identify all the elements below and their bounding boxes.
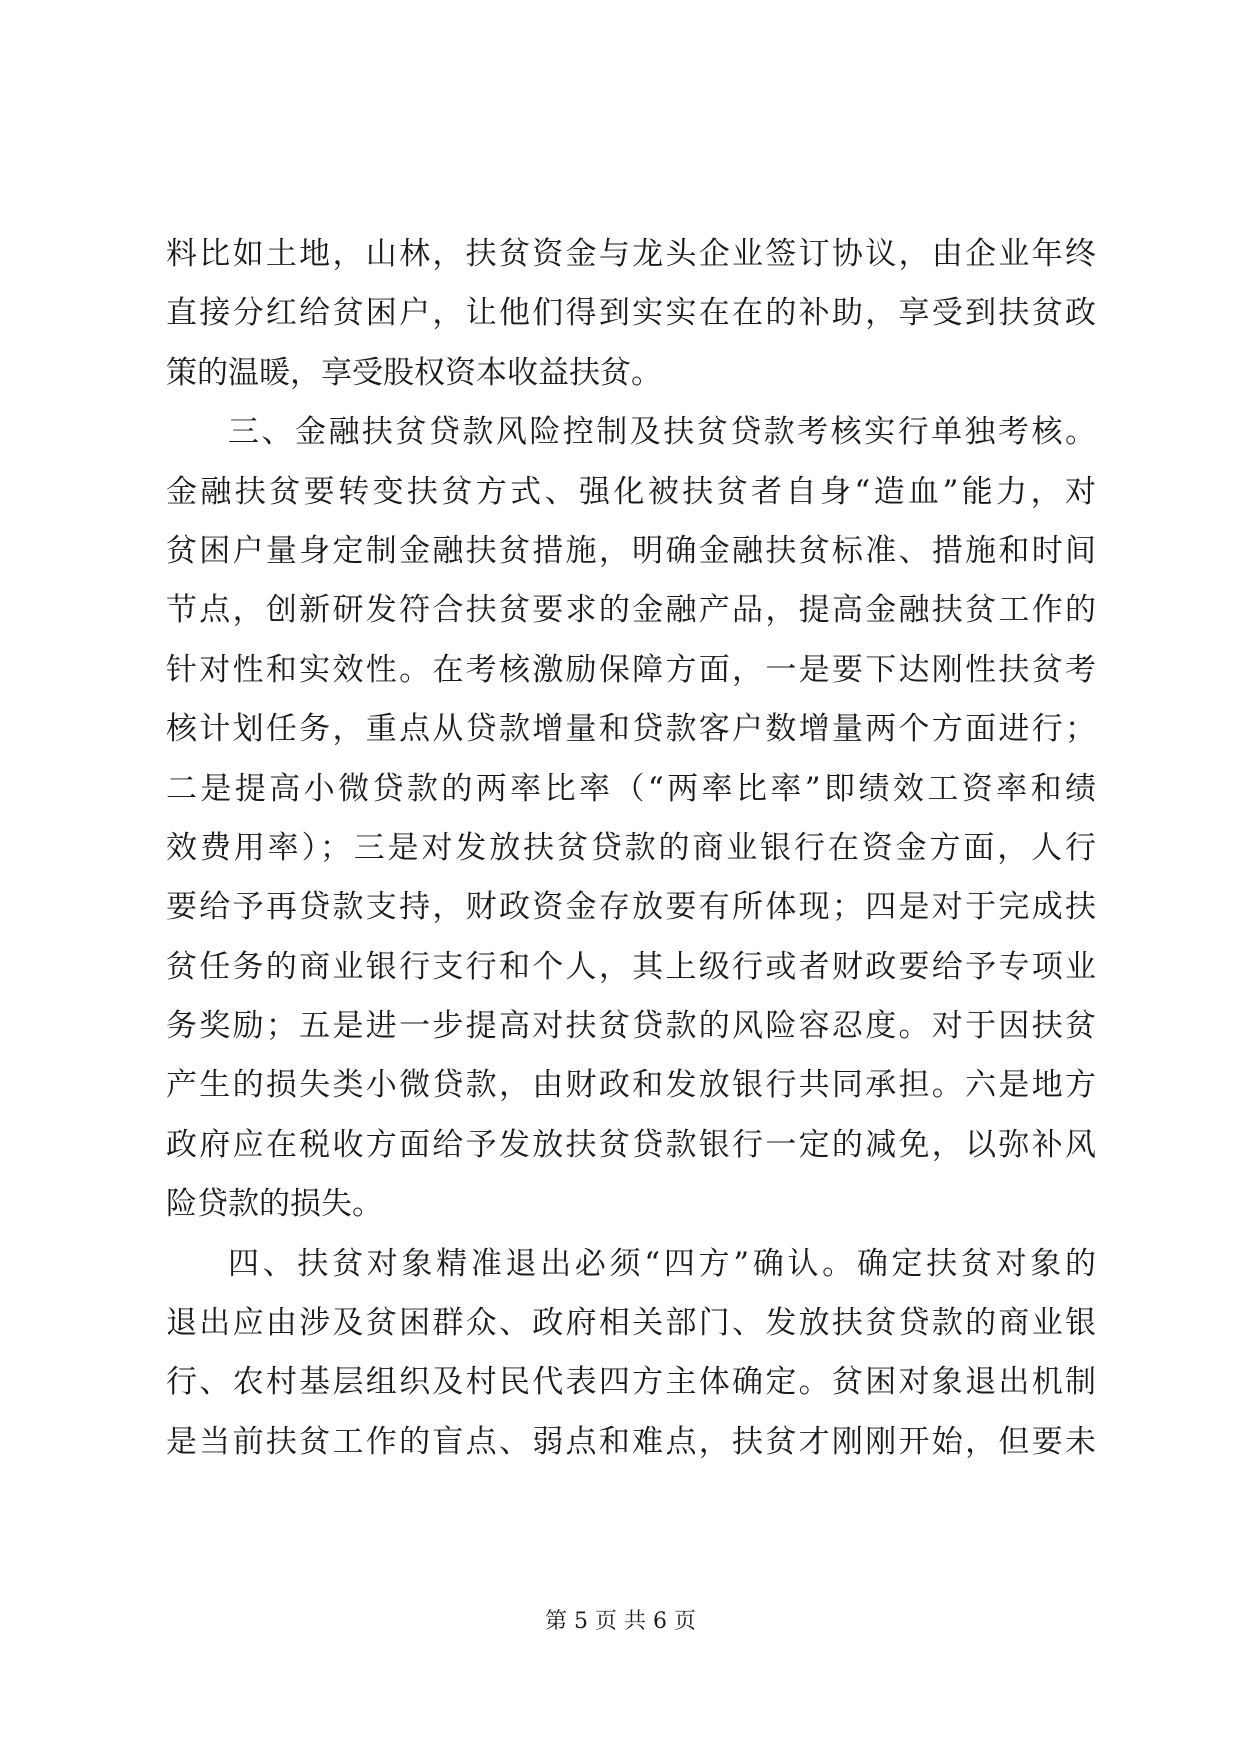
page-number-footer: 第 5 页 共 6 页 — [545, 1609, 696, 1634]
text-line: 贫任务的商业银行支行和个人，其上级行或者财政要给予专项业 — [166, 948, 1096, 985]
text-line: 直接分红给贫困户，让他们得到实实在在的补助，享受到扶贫政 — [166, 295, 1096, 332]
text-line: 政府应在税收方面给予发放扶贫贷款银行一定的减免，以弥补风 — [166, 1126, 1096, 1163]
text-line: 核计划任务，重点从贷款增量和贷款客户数增量两个方面进行； — [166, 711, 1096, 748]
text-line: 险贷款的损失。 — [166, 1186, 383, 1223]
text-line: 节点，创新研发符合扶贫要求的金融产品，提高金融扶贫工作的 — [166, 592, 1096, 629]
text-line: 贫困户量身定制金融扶贫措施，明确金融扶贫标准、措施和时间 — [166, 532, 1096, 569]
text-line: 行、农村基层组织及村民代表四方主体确定。贫困对象退出机制 — [166, 1364, 1096, 1401]
text-line: 务奖励；五是进一步提高对扶贫贷款的风险容忍度。对于因扶贫 — [166, 1008, 1096, 1045]
text-line: 退出应由涉及贫困群众、政府相关部门、发放扶贫贷款的商业银 — [166, 1305, 1096, 1342]
text-line: 料比如土地，山林，扶贫资金与龙头企业签订协议，由企业年终 — [166, 236, 1096, 272]
text-line: 要给予再贷款支持，财政资金存放要有所体现；四是对于完成扶 — [166, 889, 1096, 926]
text-line: 二是提高小微贷款的两率比率（“两率比率”即绩效工资率和绩 — [166, 770, 1096, 807]
text-line: 策的温暖，享受股权资本收益扶贫。 — [166, 354, 662, 391]
text-line: 产生的损失类小微贷款，由财政和发放银行共同承担。六是地方 — [166, 1067, 1096, 1104]
text-line: 金融扶贫要转变扶贫方式、强化被扶贫者自身“造血”能力，对 — [166, 473, 1096, 510]
document-body — [166, 225, 1096, 1472]
text-line: 效费用率）；三是对发放扶贫贷款的商业银行在资金方面，人行 — [166, 829, 1096, 866]
text-line: 是当前扶贫工作的盲点、弱点和难点，扶贫才刚刚开始，但要未 — [166, 1423, 1096, 1460]
text-line: 针对性和实效性。在考核激励保障方面，一是要下达刚性扶贫考 — [166, 651, 1096, 688]
section-heading-line: 三、金融扶贫贷款风险控制及扶贫贷款考核实行单独考核。 — [228, 414, 1096, 451]
section-heading-line: 四、扶贫对象精准退出必须“四方”确认。确定扶贫对象的 — [228, 1245, 1096, 1282]
